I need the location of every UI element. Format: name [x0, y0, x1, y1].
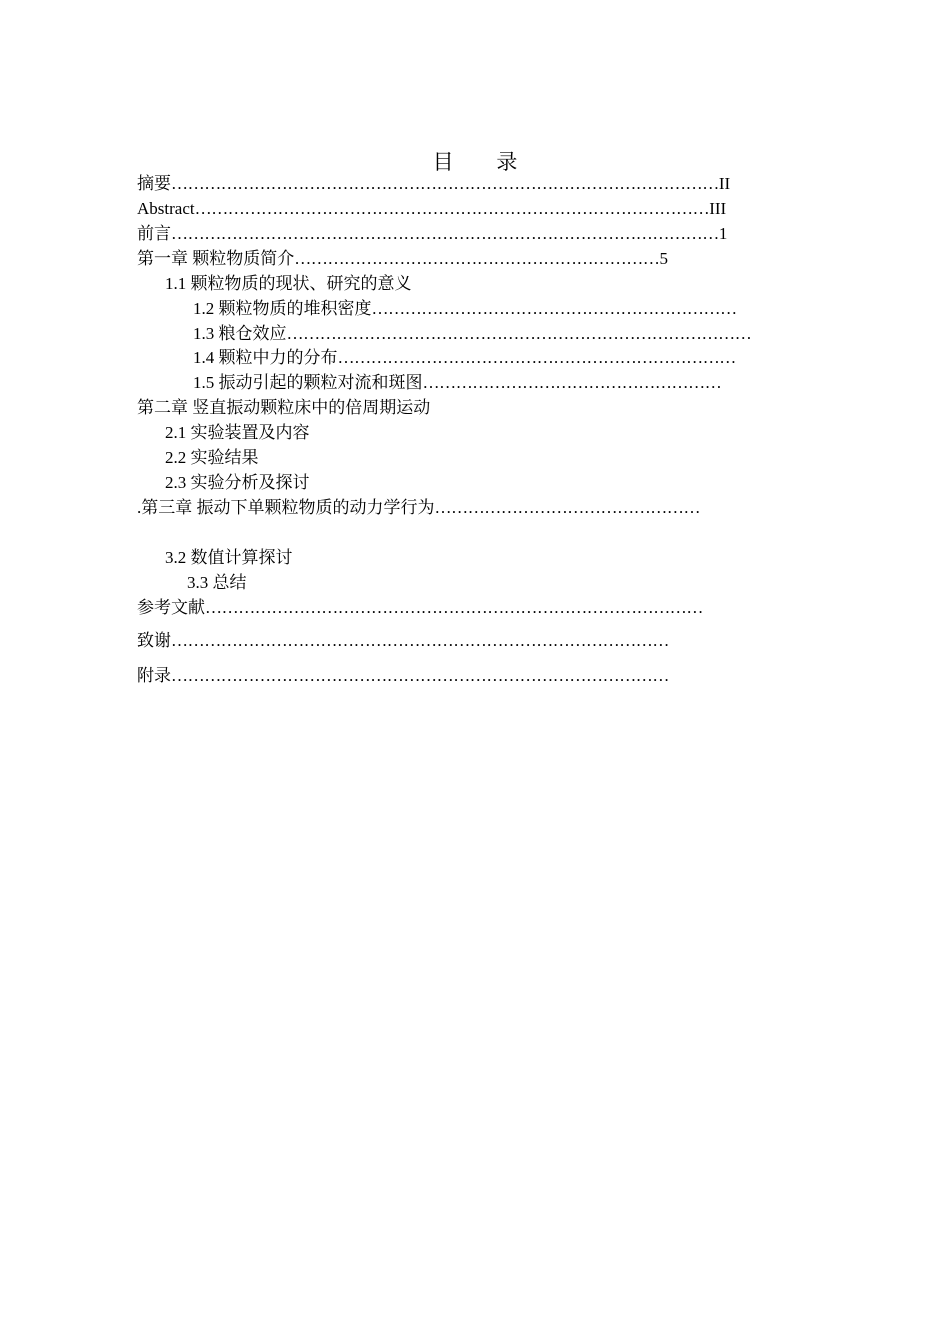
toc-page-number: II	[718, 174, 731, 193]
toc-entry-1-3	[193, 322, 751, 346]
toc-entry-label: 摘要	[137, 174, 171, 193]
toc-entry-abstract-cn	[137, 172, 730, 196]
toc-leader: …………………………………………………………	[371, 299, 737, 318]
toc-leader: ………………………………………………	[422, 373, 722, 392]
toc-leader: ………………………………………………………………	[337, 348, 736, 367]
toc-entry-2-1	[165, 421, 310, 445]
toc-entry-1-2	[193, 297, 737, 321]
toc-page-number: III	[709, 199, 727, 218]
toc-entry-label: 1.1 颗粒物质的现状、研究的意义	[165, 274, 412, 293]
toc-entry-1-4	[193, 346, 736, 370]
toc-entry-label: 第一章 颗粒物质简介	[137, 249, 295, 268]
toc-leader: ………………………………………………………………………………………	[171, 224, 719, 243]
toc-entry-1-1	[165, 272, 412, 296]
toc-entry-2-2	[165, 446, 259, 470]
toc-entry-label: 1.3 粮仓效应	[193, 324, 287, 343]
toc-entry-label: 1.4 颗粒中力的分布	[193, 348, 338, 367]
toc-entry-label: 2.2 实验结果	[165, 448, 259, 467]
toc-leader: …………………………………………………………………………………	[194, 199, 710, 218]
toc-entry-label: 第二章 竖直振动颗粒床中的倍周期运动	[137, 398, 431, 417]
toc-entry-3-3	[187, 571, 247, 595]
toc-entry-chapter-3	[137, 496, 700, 520]
toc-leader: …………………………………………………………………………	[286, 324, 752, 343]
toc-entry-label: 前言	[137, 224, 171, 243]
toc-entry-references	[137, 596, 703, 620]
toc-entry-label: 3.2 数值计算探讨	[165, 548, 293, 567]
toc-entry-label: 1.5 振动引起的颗粒对流和斑图	[193, 373, 423, 392]
toc-entry-chapter-2	[137, 396, 430, 420]
toc-page-number: 1	[718, 224, 728, 243]
toc-leader: ………………………………………………………………………………………	[171, 174, 719, 193]
toc-entry-abstract-en	[137, 197, 726, 221]
toc-entry-3-1	[137, 521, 392, 545]
toc-entry-label: 1.2 颗粒物质的堆积密度	[193, 299, 372, 318]
toc-title: 目 录	[432, 150, 536, 174]
toc-entry-label: 2.3 实验分析及探讨	[165, 473, 310, 492]
toc-entry-3-2	[165, 546, 293, 570]
toc-leader: ………………………………………………………………………………	[171, 666, 670, 685]
toc-leader: …………………………………………………………	[294, 249, 660, 268]
toc-leader: ………………………………………………………………………………	[171, 631, 670, 650]
toc-leader: …………………………………………	[434, 498, 701, 517]
toc-entry-label: 2.1 实验装置及内容	[165, 423, 310, 442]
toc-entry-label: 参考文献	[137, 598, 205, 617]
toc-entry-1-5	[193, 371, 721, 395]
toc-entry-label: .第三章 振动下单颗粒物质的动力学行为	[137, 498, 435, 517]
toc-leader: ………………………………………………………………………………	[205, 598, 704, 617]
toc-page-number: 5	[659, 249, 668, 268]
toc-entry-preface	[137, 222, 727, 246]
toc-entry-label: 3.3 总结	[187, 573, 247, 592]
toc-entry-appendix	[137, 664, 669, 688]
toc-entry-2-3	[165, 471, 310, 495]
toc-entry-label: 致谢	[137, 631, 171, 650]
toc-entry-label: 附录	[137, 666, 171, 685]
toc-entry-label: Abstract	[137, 199, 195, 218]
toc-entry-acknowledgements	[137, 629, 669, 653]
toc-entry-chapter-1	[137, 247, 668, 271]
